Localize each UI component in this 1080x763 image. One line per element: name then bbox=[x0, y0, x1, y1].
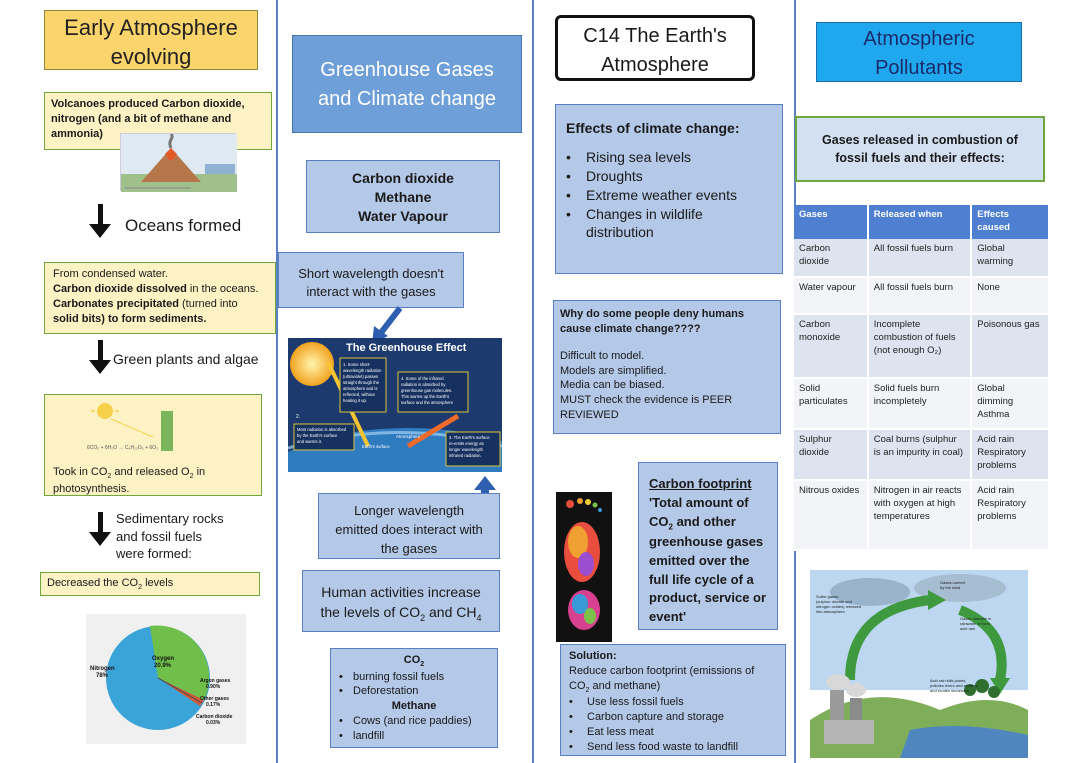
gases-box bbox=[306, 160, 500, 233]
cause-burning: • burning fossil fuels bbox=[339, 670, 489, 685]
svg-text:1. Some short-: 1. Some short- bbox=[343, 362, 371, 367]
svg-text:infrared radiation.: infrared radiation. bbox=[449, 453, 482, 458]
svg-text:Earth's surface: Earth's surface bbox=[362, 444, 390, 449]
gas-water-vapour: Water Vapour bbox=[358, 207, 448, 224]
cause-cows: • Cows (and rice paddies) bbox=[339, 714, 489, 729]
svg-text:surface and the atmosphere: surface and the atmosphere bbox=[401, 400, 454, 405]
footprint-title: Carbon footprint bbox=[649, 476, 752, 491]
divider-1 bbox=[276, 0, 278, 763]
svg-text:reflected, without: reflected, without bbox=[343, 392, 375, 397]
effect-weather: • Extreme weather events bbox=[566, 186, 772, 205]
short-wave-box: Short wavelength doesn't interact with the gases bbox=[278, 252, 464, 308]
causes-methane-heading: Methane bbox=[391, 700, 437, 713]
oceans-formed-label: Oceans formed bbox=[125, 216, 242, 235]
svg-text:pollutes rivers and streams: pollutes rivers and streams bbox=[930, 683, 978, 688]
col3-title: C14 The Earth's Atmosphere bbox=[555, 15, 755, 81]
sediment-label: Sedimentary rocks and fossil fuels were formed: bbox=[116, 511, 224, 562]
divider-2 bbox=[532, 0, 534, 763]
col2-title: Greenhouse Gases and Climate change bbox=[292, 35, 522, 133]
svg-text:atmosphere and is: atmosphere and is bbox=[343, 386, 378, 391]
col4-title: Atmospheric Pollutants bbox=[816, 22, 1022, 82]
pollutants-table-wrap bbox=[794, 205, 1050, 551]
svg-text:Acid rain kills plants,: Acid rain kills plants, bbox=[930, 678, 967, 683]
acid-rain-illustration bbox=[810, 570, 1028, 758]
combustion-box: Gases released in combustion of fossil fuels and their effects: bbox=[795, 116, 1045, 182]
svg-text:Gases carried: Gases carried bbox=[940, 580, 965, 585]
svg-text:nitrogen oxides) released: nitrogen oxides) released bbox=[816, 604, 861, 609]
decreased-box: Decreased the $CO_2$ levels bbox=[40, 572, 260, 596]
svg-text:rainwater to form: rainwater to form bbox=[960, 621, 991, 626]
photosynthesis-box: 6CO₂ + 6H₂O → C₆H₁₂O₆ + 6O₂ Took in $CO_2$ and released $O_2$ in photosynthesis. bbox=[44, 394, 262, 496]
photosynthesis-diagram bbox=[83, 399, 203, 455]
ocean-box: From condensed water. Carbon dioxide dissolved in the oceans. Carbonates precipitated (turned into solid bits) to form sediments. bbox=[44, 262, 276, 334]
svg-text:78%: 78% bbox=[96, 673, 109, 679]
svg-text:4. Some of the infrared: 4. Some of the infrared bbox=[401, 376, 444, 381]
svg-text:and erodes stonework: and erodes stonework bbox=[930, 688, 970, 693]
svg-text:re-emits energy as: re-emits energy as bbox=[449, 441, 484, 446]
solution-fossil: • Use less fossil fuels bbox=[569, 695, 777, 710]
svg-text:0.17%: 0.17% bbox=[206, 702, 221, 708]
pollutants-table bbox=[794, 205, 1050, 551]
table-row: Carbon dioxide All fossil fuels burn Global warming bbox=[794, 239, 1049, 277]
solution-box: Solution: Reduce carbon footprint (emissions of $CO_2$ and methane) • Use less fossil fuels • Carbon capture and storage • Eat less meat • Send less food waste to landfill bbox=[560, 644, 786, 756]
svg-text:and warms it.: and warms it. bbox=[297, 439, 322, 444]
svg-text:Sulfur gases: Sulfur gases bbox=[816, 594, 839, 599]
down-arrow-3 bbox=[89, 512, 111, 546]
cause-landfill: • landfill bbox=[339, 729, 489, 744]
solution-waste: • Send less food waste to landfill bbox=[569, 740, 777, 755]
pie-nitrogen-label: Nitrogen bbox=[90, 666, 115, 672]
svg-text:0.90%: 0.90% bbox=[206, 684, 221, 690]
down-arrow-2 bbox=[89, 340, 111, 374]
svg-text:heating it up.: heating it up. bbox=[343, 398, 367, 403]
header-effects: Effects caused bbox=[971, 205, 1049, 239]
svg-text:acid rain: acid rain bbox=[960, 626, 976, 631]
down-arrow-1 bbox=[89, 204, 111, 238]
svg-text:longer wavelength: longer wavelength bbox=[449, 447, 483, 452]
carbon-footprint-graphic bbox=[556, 492, 612, 642]
svg-text:2.: 2. bbox=[296, 414, 301, 420]
gas-co2: Carbon dioxide bbox=[352, 170, 454, 186]
table-row: Solid particulates Solid fuels burn incompletely Global dimming Asthma bbox=[794, 378, 1049, 429]
cause-deforestation: • Deforestation bbox=[339, 684, 489, 699]
header-released: Released when bbox=[868, 205, 971, 239]
table-row: Carbon monoxide Incomplete combustion of fuels (not enough O₂) Poisonous gas bbox=[794, 314, 1049, 378]
svg-text:(sulphur dioxide and: (sulphur dioxide and bbox=[816, 599, 853, 604]
volcano-image bbox=[120, 133, 236, 191]
svg-text:Most radiation is absorbed: Most radiation is absorbed bbox=[297, 427, 347, 432]
svg-text:Gases dissolve in: Gases dissolve in bbox=[960, 616, 992, 621]
deny-box: Why do some people deny humans cause climate change???? Difficult to model. Models are simplified. Media can be biased. MUST check the evidence is PEER REVIEWED bbox=[553, 300, 781, 434]
header-gases: Gases bbox=[794, 205, 868, 239]
table-row: Sulphur dioxide Coal burns (sulphur is an impurity in coal) Acid rain Respiratory problems bbox=[794, 429, 1049, 480]
col1-title: Early Atmosphere evolving bbox=[44, 10, 258, 70]
effects-title: Effects of climate change: bbox=[566, 120, 740, 136]
footprint-box: Carbon footprint 'Total amount of $CO_2$ and other greenhouse gases emitted over the full life cycle of a product, service or event' bbox=[638, 462, 778, 630]
solution-title: Solution: bbox=[569, 650, 617, 662]
svg-text:straight through the: straight through the bbox=[343, 380, 380, 385]
svg-text:into atmosphere: into atmosphere bbox=[816, 609, 845, 614]
plants-label: Green plants and algae bbox=[113, 351, 259, 367]
greenhouse-diagram bbox=[288, 338, 502, 472]
table-row: Nitrous oxides Nitrogen in air reacts with oxygen at high temperatures Acid rain Respiratory problems bbox=[794, 480, 1049, 550]
solution-meat: • Eat less meat bbox=[569, 725, 777, 740]
effects-box bbox=[555, 104, 783, 274]
svg-text:by the Earth's surface: by the Earth's surface bbox=[297, 433, 338, 438]
gas-methane: Methane bbox=[374, 188, 432, 205]
long-wave-box: Longer wavelength emitted does interact with the gases bbox=[318, 493, 500, 559]
svg-text:by the wind: by the wind bbox=[940, 585, 961, 590]
effect-droughts: • Droughts bbox=[566, 167, 772, 186]
svg-text:radiation is absorbed by: radiation is absorbed by bbox=[401, 382, 446, 387]
svg-text:This warms up the Earth's: This warms up the Earth's bbox=[401, 394, 450, 399]
svg-text:0.03%: 0.03% bbox=[206, 720, 221, 726]
svg-text:20.9%: 20.9% bbox=[154, 663, 172, 669]
pie-co2-label: Carbon dioxide bbox=[196, 714, 233, 720]
pie-argon-label: Argon gases bbox=[200, 678, 231, 684]
svg-text:wavelength radiation: wavelength radiation bbox=[343, 368, 382, 373]
table-row: Water vapour All fossil fuels burn None bbox=[794, 277, 1049, 314]
svg-text:(ultraviolet) passes: (ultraviolet) passes bbox=[343, 374, 379, 379]
causes-box: $CO_2$ • burning fossil fuels • Deforestation Methane • Cows (and rice paddies) • landfill bbox=[330, 648, 498, 748]
effect-wildlife: • Changes in wildlife distribution bbox=[566, 205, 772, 243]
human-activities-box: Human activities increase the levels of $CO_2$ and $CH_4$ bbox=[302, 570, 500, 632]
greenhouse-diagram-title: The Greenhouse Effect bbox=[346, 342, 467, 354]
svg-text:6CO₂ + 6H₂O → C₆H₁₂O₆ + 6O₂: 6CO₂ + 6H₂O → C₆H₁₂O₆ + 6O₂ bbox=[87, 445, 159, 451]
svg-text:greenhouse gas molecules.: greenhouse gas molecules. bbox=[401, 388, 453, 393]
deny-title: Why do some people deny humans cause climate change???? bbox=[560, 308, 744, 335]
causes-co2-heading: CO bbox=[403, 654, 421, 666]
effect-sea-levels: • Rising sea levels bbox=[566, 148, 772, 167]
solution-capture: • Carbon capture and storage bbox=[569, 710, 777, 725]
svg-text:Atmosphere: Atmosphere bbox=[396, 434, 421, 439]
volcano-text: Volcanoes produced Carbon dioxide, nitrogen (and a bit of methane and ammonia) bbox=[51, 98, 245, 140]
atmosphere-pie-chart bbox=[86, 614, 246, 744]
pie-oxygen-label: Oxygen bbox=[152, 656, 175, 662]
pie-other-label: Other gases bbox=[200, 696, 229, 702]
svg-text:3. The Earth's surface: 3. The Earth's surface bbox=[449, 435, 490, 440]
